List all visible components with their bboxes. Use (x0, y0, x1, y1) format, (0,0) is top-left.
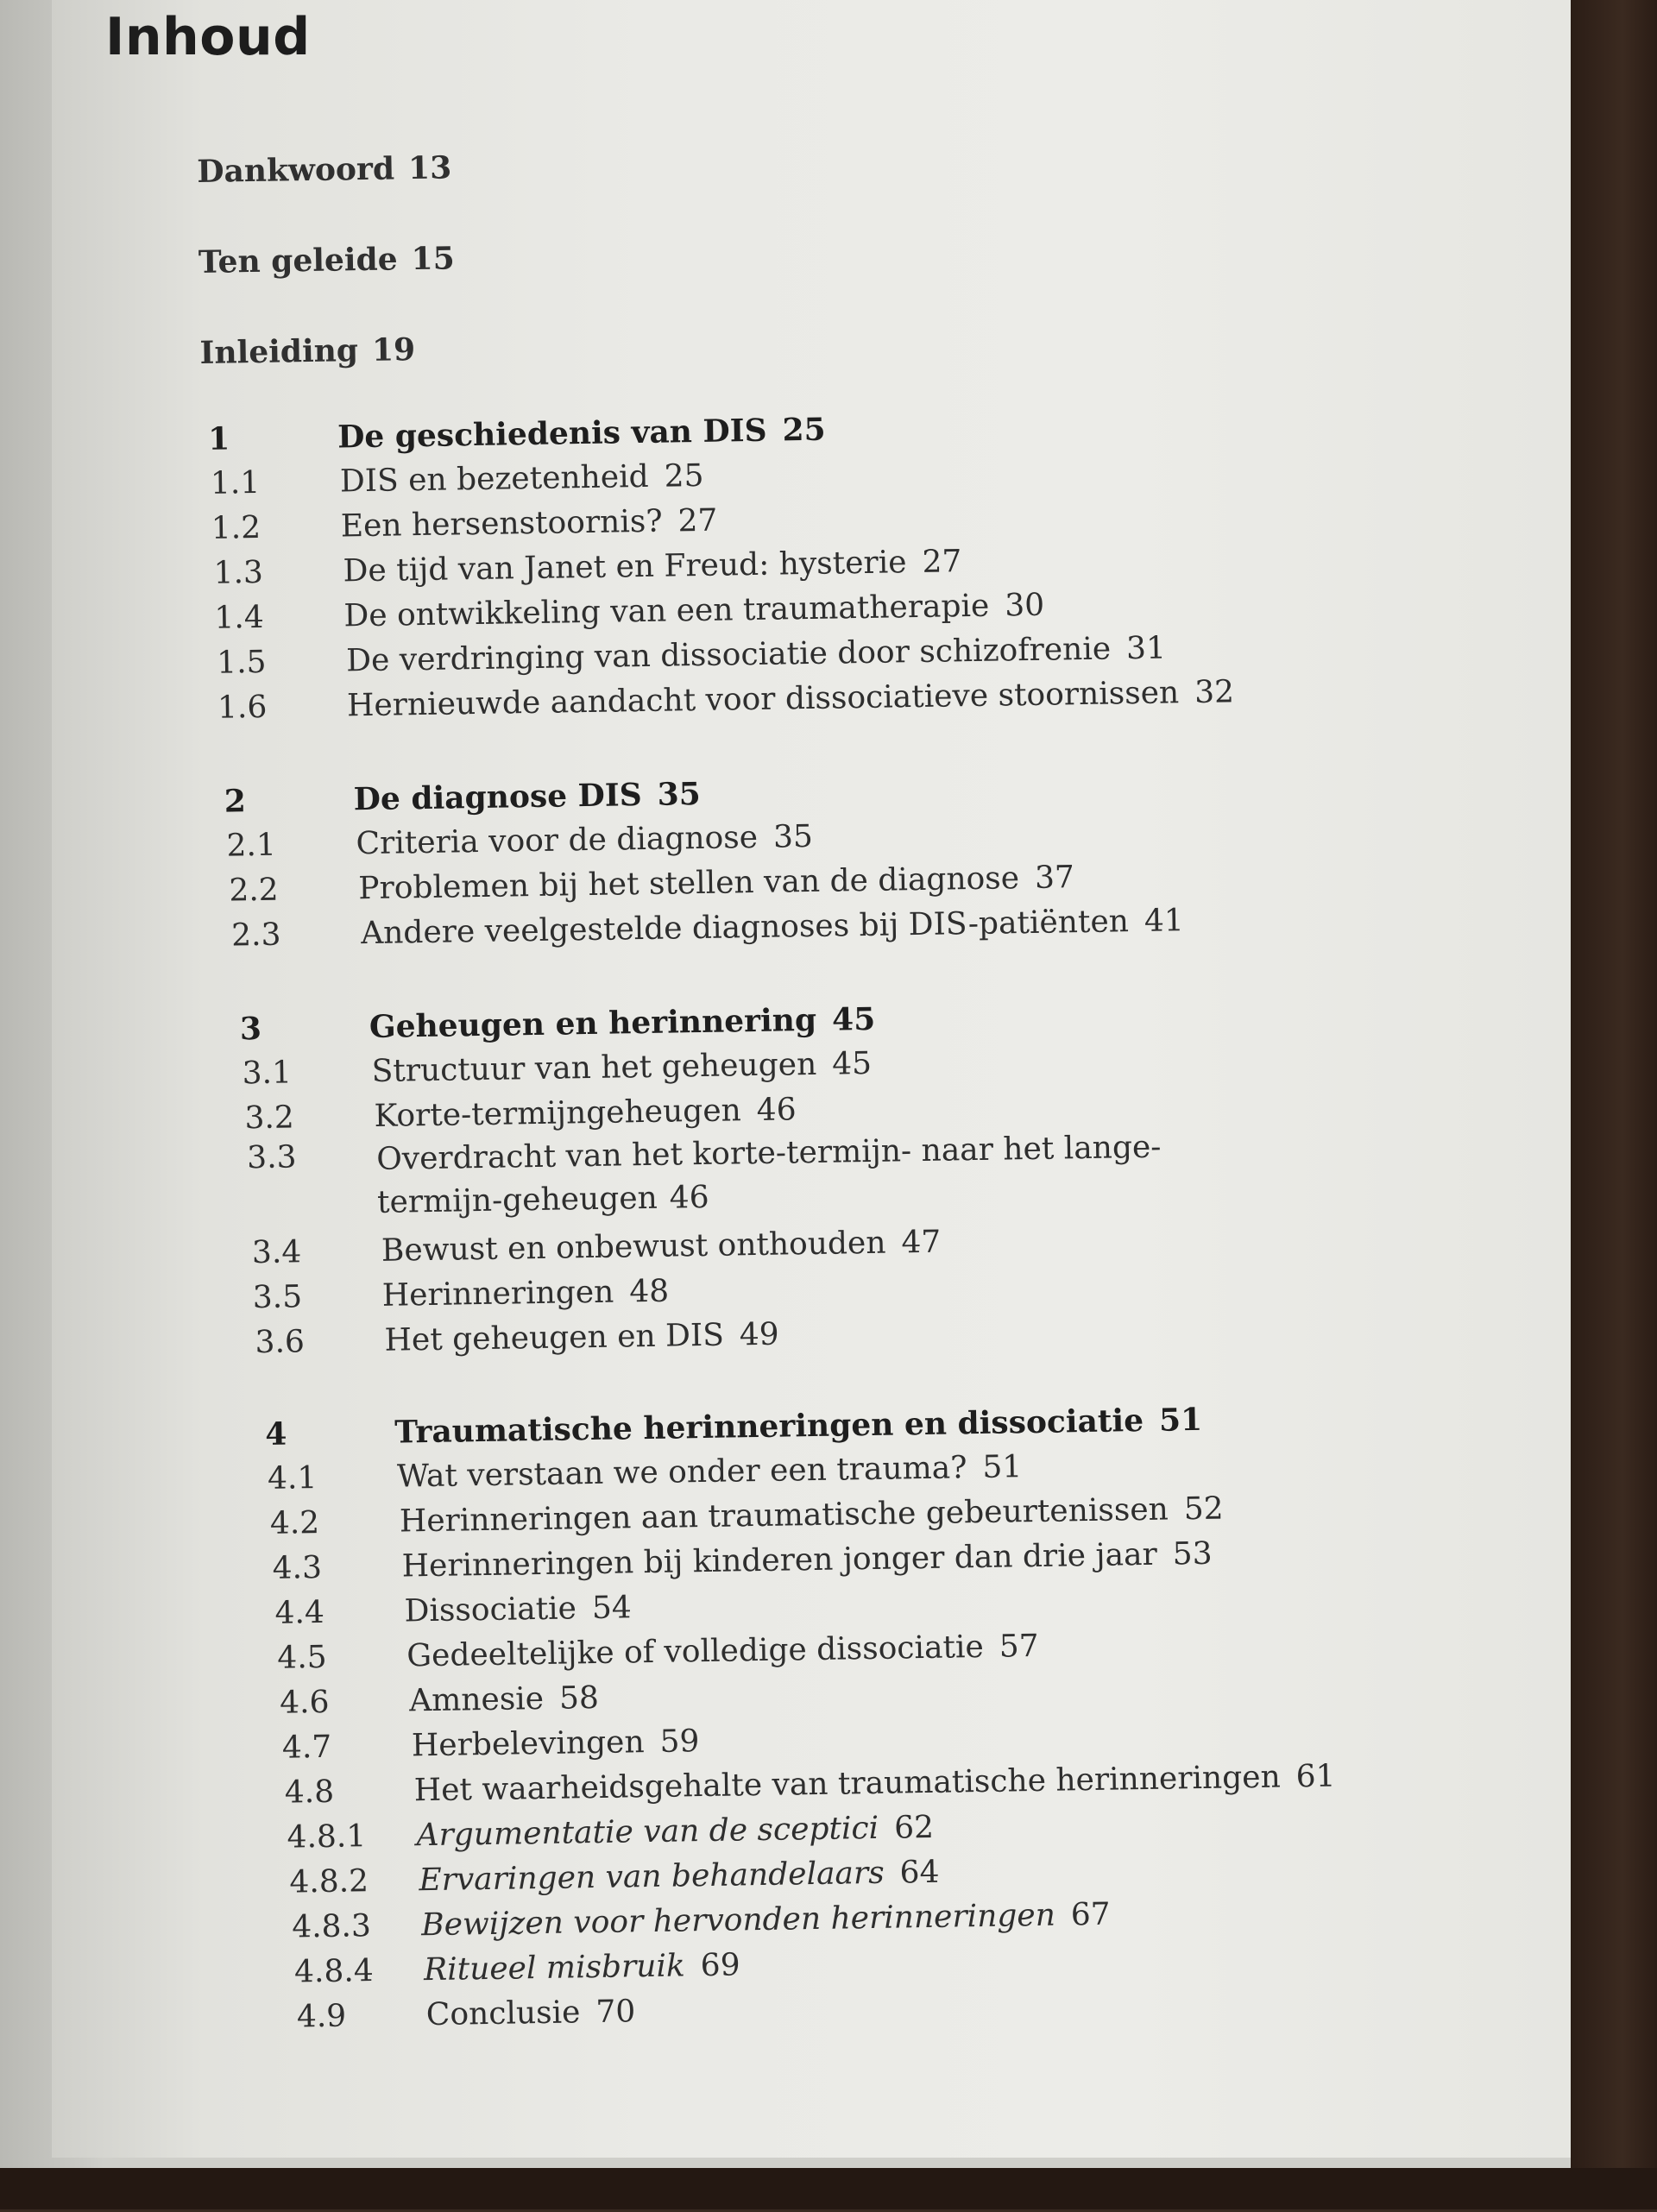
toc-chapter-4 (265, 1402, 1203, 1453)
toc-subsection (292, 1897, 1111, 1945)
toc-page-number: 49 (739, 1316, 779, 1353)
toc-page-number: 35 (657, 775, 702, 813)
toc-number: 1.6 (217, 689, 268, 726)
toc-number: 2 (224, 783, 247, 820)
toc-title: Amnesie (408, 1680, 545, 1719)
toc-title-wrapped (376, 1125, 1240, 1225)
toc-number: 1.2 (211, 509, 261, 546)
toc-title: Structuur van het geheugen (371, 1046, 817, 1089)
toc-page-number: 52 (1183, 1490, 1224, 1528)
toc-number: 4.4 (274, 1594, 325, 1631)
toc-number: 4.9 (296, 1998, 347, 2035)
toc-page-number: 35 (772, 818, 814, 855)
toc-number: 4.8.1 (287, 1818, 367, 1856)
toc-section (244, 1092, 797, 1136)
toc-section (252, 1274, 669, 1316)
toc-number: 2.1 (226, 827, 277, 864)
toc-number: 4.5 (277, 1639, 327, 1676)
toc-title: Herinneringen (381, 1274, 614, 1314)
toc-section (252, 1225, 942, 1271)
toc-number: 4.8.3 (291, 1908, 372, 1945)
toc-title: Bewust en onbewust onthouden (381, 1225, 886, 1269)
toc-title: Herbelevingen (411, 1724, 645, 1764)
toc-entry-title: Dankwoord (196, 150, 395, 191)
toc-section (213, 544, 961, 591)
toc-title: Geheugen en herinnering (369, 1001, 817, 1046)
toc-page-number: 45 (831, 1045, 873, 1082)
toc-section (211, 458, 704, 501)
toc-number: 3.5 (252, 1279, 303, 1316)
toc-page-number: 46 (756, 1092, 797, 1128)
toc-page-number: 48 (628, 1273, 670, 1310)
toc-number: 4.8.4 (293, 1953, 374, 1990)
toc-page-number: 32 (1194, 674, 1235, 710)
toc-section (270, 1491, 1224, 1541)
toc-section (214, 588, 1044, 636)
toc-section (255, 1317, 779, 1361)
toc-section (277, 1629, 1039, 1676)
toc-page-number: 64 (899, 1854, 940, 1891)
toc-page-number: 27 (677, 502, 718, 539)
toc-number: 1.5 (216, 644, 267, 681)
toc-page-number: 25 (782, 411, 826, 449)
toc-number: 3.3 (246, 1139, 297, 1176)
toc-number: 1.3 (213, 554, 264, 591)
toc-chapter-3 (240, 1001, 876, 1048)
toc-number: 1.4 (214, 599, 265, 636)
toc-title: Hernieuwde aandacht voor dissociatieve stoornissen (346, 675, 1180, 724)
toc-page-number: 62 (893, 1809, 935, 1846)
toc-title: Ritueel misbruik (423, 1948, 686, 1988)
toc-page-number: 25 (664, 457, 704, 495)
toc-title: Het waarheidsgehalte van traumatische herinneringen (413, 1759, 1282, 1809)
toc-page-number: 13 (407, 149, 452, 187)
toc-number: 1.1 (210, 464, 261, 501)
toc-number: 4.8.2 (289, 1863, 369, 1900)
toc-chapter-2 (224, 776, 701, 820)
toc-subsection (294, 1947, 740, 1989)
toc-title: Overdracht van het korte-termijn- naar het lange-termijn-geheugen (375, 1129, 1162, 1220)
toc-number: 3.4 (251, 1234, 302, 1271)
toc-section (274, 1590, 632, 1630)
toc-title: De ontwikkeling van een traumatherapie (343, 588, 990, 634)
toc-title: Criteria voor de diagnose (356, 819, 759, 862)
toc-number: 2.3 (230, 917, 281, 954)
toc-section (229, 860, 1074, 908)
toc-entry-title: Ten geleide (198, 241, 398, 281)
toc-number: 4.6 (279, 1684, 330, 1721)
toc-number: 4.2 (269, 1504, 320, 1541)
toc-page-number: 47 (901, 1224, 942, 1261)
toc-page-number: 41 (1144, 903, 1185, 939)
toc-page-number: 57 (999, 1628, 1039, 1665)
toc-number: 4.3 (272, 1549, 323, 1586)
toc-section (242, 1046, 872, 1091)
toc-page-number: 58 (558, 1679, 600, 1717)
toc-page-number: 53 (1172, 1535, 1213, 1572)
toc-title: Een hersenstoornis? (340, 503, 663, 545)
toc-title: Het geheugen en DIS (384, 1317, 725, 1358)
toc-page-number: 15 (411, 240, 456, 278)
toc-title: Ervaringen van behandelaars (419, 1855, 885, 1899)
toc-page-number: 61 (1295, 1758, 1336, 1795)
toc-front-inleiding (199, 331, 415, 371)
toc-section (226, 819, 813, 864)
toc-section (217, 674, 1235, 725)
toc-page-number: 59 (659, 1724, 700, 1760)
toc-chapter-1 (208, 412, 826, 457)
toc-section (284, 1759, 1335, 1811)
toc-title: DIS en bezetenheid (339, 458, 649, 500)
toc-title: Conclusie (425, 1995, 581, 2033)
toc-title: Problemen bij het stellen van de diagnose (358, 860, 1020, 907)
toc-title: Bewijzen voor hervonden herinneringen (420, 1897, 1056, 1944)
toc-entry-title: Inleiding (199, 332, 359, 372)
toc-page-number: 67 (1070, 1896, 1111, 1933)
toc-section (217, 630, 1166, 680)
toc-title: De geschiedenis van DIS (337, 412, 767, 456)
toc-section (272, 1536, 1212, 1586)
toc-page-number: 27 (922, 544, 962, 580)
toc-section (247, 1125, 1240, 1226)
toc-page-number: 51 (982, 1449, 1023, 1485)
toc-title: De tijd van Janet en Freud: hysterie (343, 545, 907, 589)
toc-page-number: 54 (591, 1590, 633, 1627)
toc-number: 4.1 (267, 1460, 318, 1497)
toc-number: 3.2 (244, 1100, 295, 1137)
toc-page-number: 45 (831, 1000, 876, 1038)
toc-page-number: 46 (669, 1179, 709, 1216)
toc-number: 3 (239, 1010, 262, 1048)
toc-page-number: 19 (371, 331, 416, 369)
toc-section (297, 1994, 636, 2034)
toc-title: Herinneringen bij kinderen jonger dan drie jaar (401, 1536, 1158, 1585)
toc-title: Gedeeltelijke of volledige dissociatie (406, 1629, 985, 1674)
toc-number: 3.6 (255, 1324, 306, 1361)
toc-title: De diagnose DIS (353, 777, 642, 818)
toc-title: Herinneringen aan traumatische gebeurtenissen (399, 1491, 1169, 1540)
toc-title: Traumatische herinneringen en dissociatie (394, 1402, 1144, 1451)
toc-front-ten-geleide (198, 240, 455, 280)
toc-number: 4 (264, 1415, 287, 1453)
toc-page-number: 51 (1158, 1401, 1203, 1439)
toc-section (280, 1680, 599, 1721)
toc-number: 1 (207, 420, 230, 457)
toc-page-number: 30 (1004, 587, 1045, 624)
toc-section (268, 1449, 1023, 1497)
toc-page-number: 69 (700, 1947, 740, 1984)
toc-page-number: 37 (1034, 860, 1075, 896)
toc-section (211, 503, 717, 546)
toc-subsection (287, 1810, 934, 1856)
toc-page-number: 70 (595, 1994, 636, 2031)
toc-number: 4.8 (284, 1774, 335, 1811)
toc-number: 3.1 (242, 1055, 293, 1092)
toc-title: Wat verstaan we onder een trauma? (396, 1450, 967, 1495)
page-title: Inhoud (105, 7, 311, 67)
toc-front-dankwoord (197, 149, 452, 190)
toc-title: Korte-termijngeheugen (374, 1093, 742, 1134)
toc-title: Argumentatie van de sceptici (416, 1810, 879, 1854)
toc-number: 2.2 (229, 872, 279, 909)
toc-title: Dissociatie (404, 1591, 577, 1629)
toc-page-number: 31 (1125, 630, 1167, 667)
toc-subsection (289, 1855, 940, 1900)
toc-number: 4.7 (281, 1729, 332, 1766)
toc-title: Andere veelgestelde diagnoses bij DIS-patiënten (360, 904, 1130, 952)
toc-section (231, 903, 1184, 953)
toc-title: De verdringing van dissociatie door schizofrenie (345, 631, 1112, 679)
toc-section (282, 1724, 700, 1766)
